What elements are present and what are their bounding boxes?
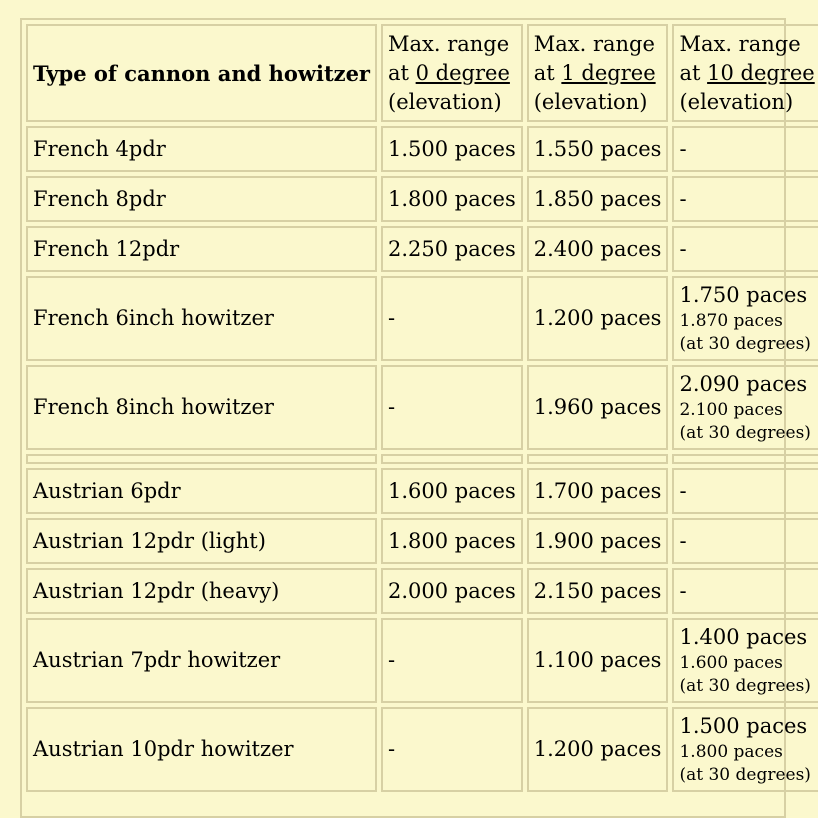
cell-range-0: 1.600 paces	[381, 468, 523, 514]
cell-range-10: -	[672, 468, 818, 514]
table-row	[26, 568, 818, 614]
header-line: at 1 degree	[533, 60, 656, 85]
cell-range-0: 2.000 paces	[381, 568, 523, 614]
cell-range-1: 1.700 paces	[527, 468, 669, 514]
cell-range-10	[672, 365, 818, 450]
header-degree: 10 degree	[707, 60, 815, 85]
separator-cell	[672, 454, 818, 464]
cell-range-0: -	[381, 707, 523, 792]
table-row	[26, 518, 818, 564]
cell-range-0: 2.250 paces	[381, 226, 523, 272]
table-row	[26, 176, 818, 222]
header-degree: 1 degree	[561, 60, 656, 85]
table-row	[26, 276, 818, 361]
range-30-value: 1.800 paces	[679, 742, 783, 762]
cell-range-10	[672, 276, 818, 361]
separator-cell	[26, 454, 377, 464]
header-line: Max. range	[533, 31, 655, 56]
table-row	[26, 365, 818, 450]
header-line: at 0 degree	[388, 60, 510, 85]
cell-range-1: 1.850 paces	[527, 176, 669, 222]
cell-range-1: 1.900 paces	[527, 518, 669, 564]
cell-range-0: -	[381, 618, 523, 703]
separator-cell	[527, 454, 669, 464]
cell-range-10: -	[672, 568, 818, 614]
cell-range-0: 1.500 paces	[381, 126, 523, 172]
cell-range-0: 1.800 paces	[381, 176, 523, 222]
cell-range-1: 1.960 paces	[527, 365, 669, 450]
table-row	[26, 468, 818, 514]
range-30-value: 1.870 paces	[679, 311, 783, 331]
header-line: at 10 degree	[679, 60, 815, 85]
header-degree: 0 degree	[415, 60, 510, 85]
header-range-1-degree	[527, 24, 669, 122]
range-10-value: 1.400 paces	[679, 625, 808, 649]
cell-range-0: 1.800 paces	[381, 518, 523, 564]
range-10-value: 1.750 paces	[679, 283, 808, 307]
header-line: (elevation)	[533, 89, 648, 114]
cell-range-1: 2.150 paces	[527, 568, 669, 614]
cell-type: Austrian 12pdr (light)	[26, 518, 377, 564]
range-10-value: 2.090 paces	[679, 372, 808, 396]
header-type: Type of cannon and howitzer	[26, 24, 377, 122]
cell-range-10	[672, 618, 818, 703]
cell-range-0: -	[381, 365, 523, 450]
table-header-row	[26, 24, 818, 122]
cell-range-1: 1.200 paces	[527, 707, 669, 792]
range-30-note: (at 30 degrees)	[679, 334, 811, 354]
table-row	[26, 226, 818, 272]
cell-type: French 8pdr	[26, 176, 377, 222]
cell-range-0: -	[381, 276, 523, 361]
cell-type: French 6inch howitzer	[26, 276, 377, 361]
range-30-value: 2.100 paces	[679, 400, 783, 420]
header-range-10-degree	[672, 24, 818, 122]
cell-type: Austrian 10pdr howitzer	[26, 707, 377, 792]
cell-type: Austrian 7pdr howitzer	[26, 618, 377, 703]
cell-type: Austrian 6pdr	[26, 468, 377, 514]
cell-range-1: 1.550 paces	[527, 126, 669, 172]
cell-range-1: 1.100 paces	[527, 618, 669, 703]
range-30-note: (at 30 degrees)	[679, 676, 811, 696]
table-row	[26, 126, 818, 172]
header-line: (elevation)	[679, 89, 794, 114]
header-line: Max. range	[679, 31, 801, 56]
range-30-note: (at 30 degrees)	[679, 423, 811, 443]
cell-type: French 4pdr	[26, 126, 377, 172]
cell-range-10: -	[672, 518, 818, 564]
cell-range-1: 1.200 paces	[527, 276, 669, 361]
cell-range-10: -	[672, 226, 818, 272]
header-line: (elevation)	[388, 89, 502, 114]
cell-range-10: -	[672, 126, 818, 172]
range-table-frame	[20, 18, 815, 818]
range-30-value: 1.600 paces	[679, 653, 783, 673]
header-range-0-degree	[381, 24, 523, 122]
cell-type: French 8inch howitzer	[26, 365, 377, 450]
table-row	[26, 618, 818, 703]
range-30-note: (at 30 degrees)	[679, 765, 811, 785]
range-10-value: 1.500 paces	[679, 714, 808, 738]
header-line: Max. range	[388, 31, 510, 56]
separator-cell	[381, 454, 523, 464]
cell-type: Austrian 12pdr (heavy)	[26, 568, 377, 614]
artillery-range-table	[22, 20, 818, 796]
table-row	[26, 707, 818, 792]
separator-row	[26, 454, 818, 464]
cell-range-1: 2.400 paces	[527, 226, 669, 272]
cell-range-10: -	[672, 176, 818, 222]
cell-type: French 12pdr	[26, 226, 377, 272]
cell-range-10	[672, 707, 818, 792]
